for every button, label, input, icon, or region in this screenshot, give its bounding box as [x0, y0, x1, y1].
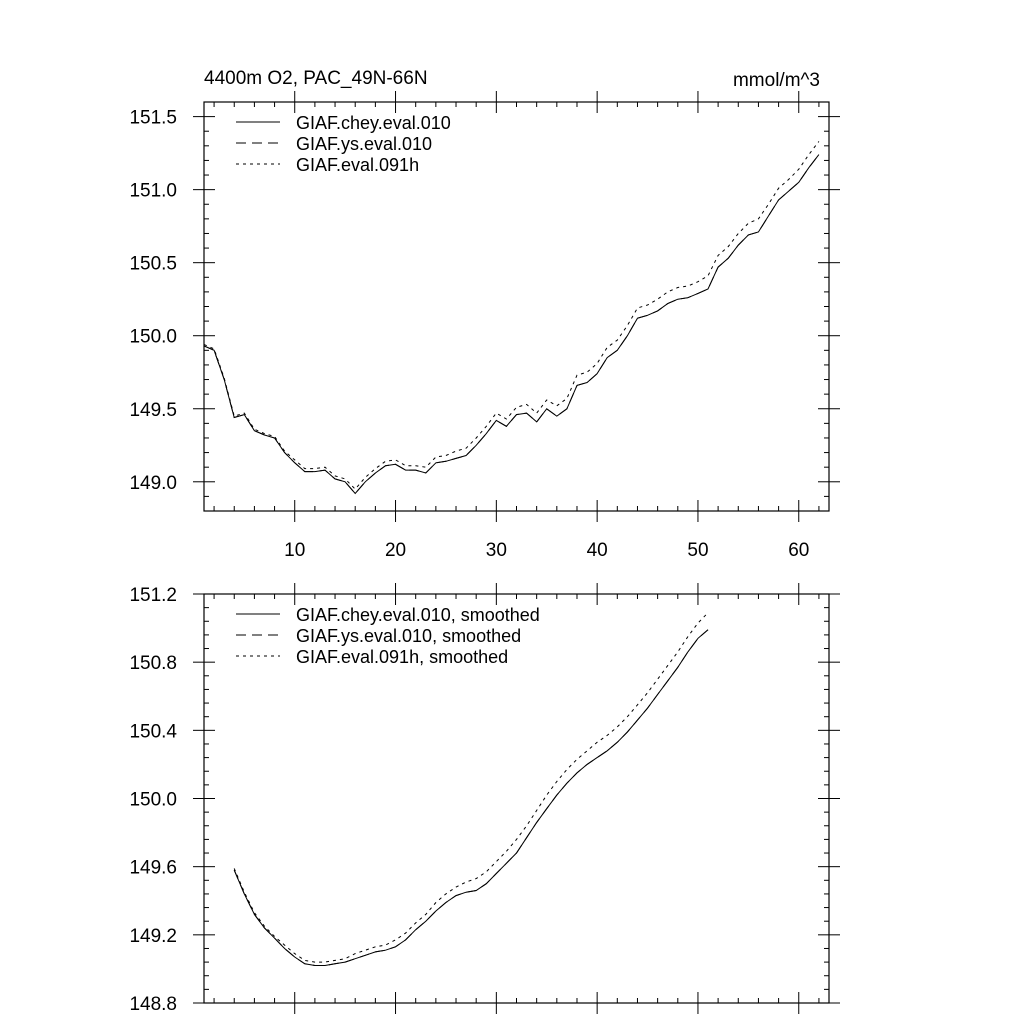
- y-tick-label: 151.5: [129, 107, 177, 129]
- x-tick-label: 30: [485, 540, 507, 561]
- bottom-panel: [129, 583, 840, 1015]
- units-label: mmol/m^3: [732, 70, 820, 91]
- x-tick-label: 60: [788, 540, 810, 561]
- series-line: [204, 155, 819, 494]
- y-tick-label: 150.8: [129, 653, 177, 675]
- y-tick-label: 149.5: [129, 399, 177, 421]
- y-tick-label: 149.6: [129, 857, 177, 879]
- x-tick-label: 50: [687, 540, 709, 561]
- series-line: [234, 630, 708, 966]
- chart-title: 4400m O2, PAC_49N-66N: [204, 68, 428, 89]
- legend-label: GIAF.eval.091h: [296, 155, 420, 175]
- y-tick-label: 151.2: [129, 585, 177, 606]
- y-tick-label: 150.5: [129, 253, 177, 275]
- legend-label: GIAF.ys.eval.010, smoothed: [296, 626, 522, 646]
- legend-label: GIAF.chey.eval.010, smoothed: [296, 605, 540, 625]
- y-tick-label: 150.0: [129, 789, 177, 811]
- x-tick-label: 40: [586, 540, 608, 561]
- series-line: [234, 630, 708, 966]
- y-tick-label: 150.0: [129, 326, 177, 348]
- y-tick-label: 149.0: [129, 472, 177, 494]
- legend-label: GIAF.ys.eval.010: [296, 134, 433, 154]
- legend-label: GIAF.eval.091h, smoothed: [296, 647, 509, 667]
- y-tick-label: 148.8: [129, 994, 177, 1015]
- series-line: [204, 141, 819, 489]
- x-tick-label: 10: [284, 540, 306, 561]
- y-tick-label: 150.4: [129, 721, 177, 743]
- x-tick-label: 20: [384, 540, 407, 561]
- series-line: [204, 155, 819, 494]
- y-tick-label: 149.2: [129, 925, 177, 947]
- top-panel: [129, 91, 840, 561]
- legend-label: GIAF.chey.eval.010: [296, 113, 451, 133]
- y-tick-label: 151.0: [129, 180, 177, 202]
